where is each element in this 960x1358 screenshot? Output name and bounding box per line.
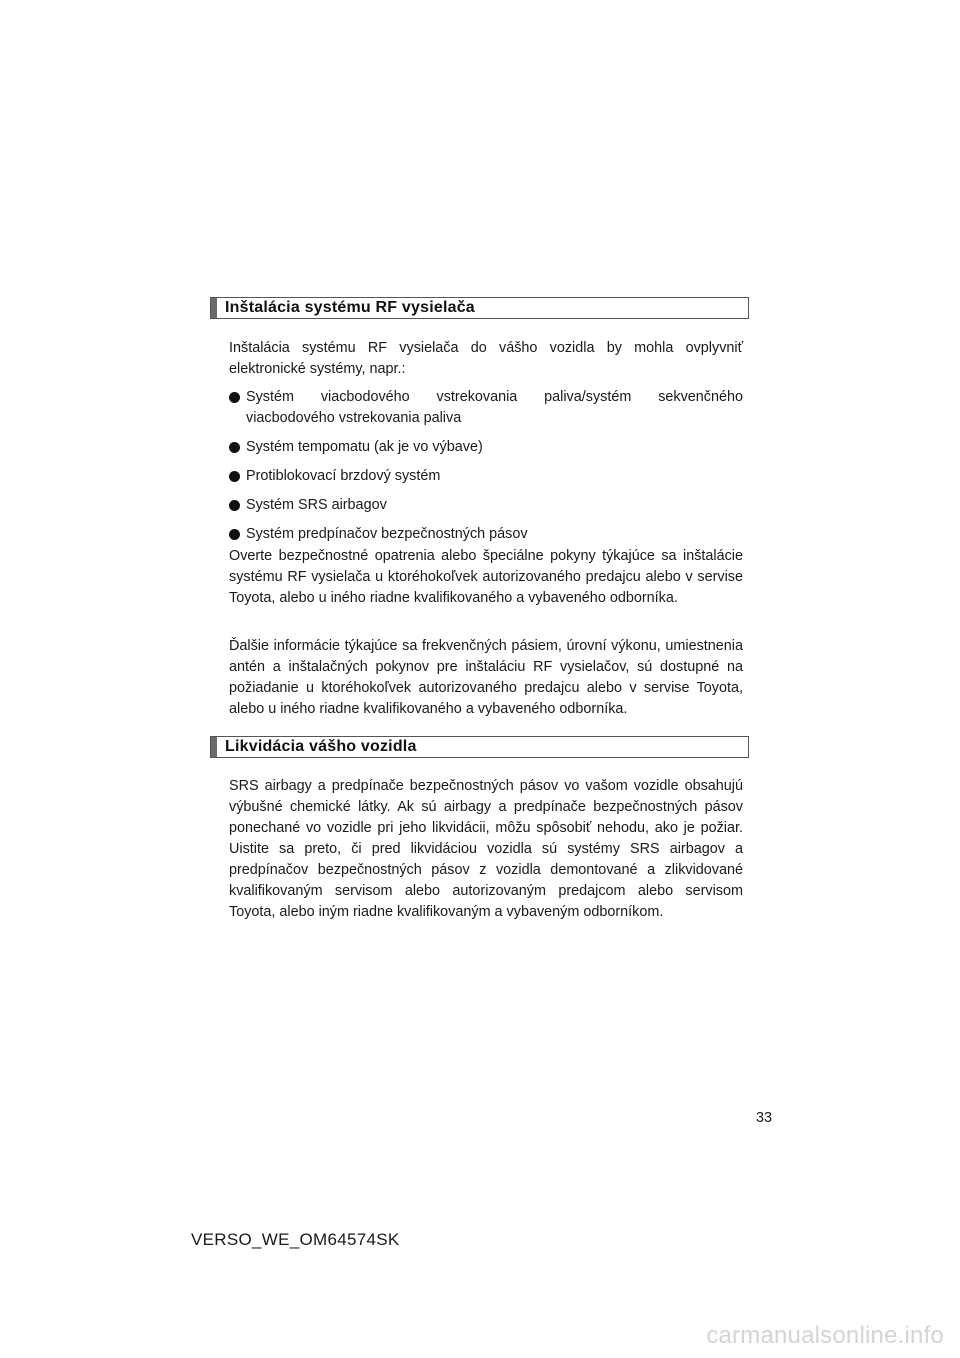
bullet-item [229,437,743,458]
section-header-vehicle-disposal [210,736,749,758]
watermark: carmanualsonline.info [706,1322,944,1349]
paragraph: Inštalácia systému RF vysielača do vášho vozidla by mohla ovplyvniť elektronické systémy, napr.: [229,340,743,377]
bullet-text: Systém SRS airbagov [246,497,387,513]
bullet-text: Systém predpínačov bezpečnostných pásov [246,526,528,542]
bullet-text: Protiblokovací brzdový systém [246,468,441,484]
document-code: VERSO_WE_OM64574SK [191,1230,400,1249]
bullet-list [229,387,743,553]
section-title: Inštalácia systému RF vysielača [225,299,475,316]
bullet-text: Systém viacbodového vstrekovania paliva/systém sekvenčného viacbodového vstrekovania paliva [246,389,743,426]
bullet-dot-icon [229,442,240,453]
bullet-item [229,466,743,487]
section-intro-paragraph [229,338,743,380]
safety-instructions-paragraph [229,546,743,609]
bullet-dot-icon [229,529,240,540]
paragraph: Ďalšie informácie týkajúce sa frekvenčných pásiem, úrovní výkonu, umiestnenia antén a inštalačných pokynov pre inštaláciu RF vysielačov, sú dostupné na požiadanie u ktoréhokoľvek autorizovaného predajcu alebo v servise Toyota, alebo u iného riadne kvalifikovaného a vybaveného odborníka. [229,638,743,717]
bullet-item [229,387,743,429]
bullet-dot-icon [229,392,240,403]
section-title: Likvidácia vášho vozidla [225,738,417,755]
page-number: 33 [756,1110,773,1126]
bullet-item [229,495,743,516]
section-header-rf-transmitter [210,297,749,319]
bullet-text: Systém tempomatu (ak je vo výbave) [246,439,483,455]
bullet-dot-icon [229,500,240,511]
bullet-dot-icon [229,471,240,482]
disposal-paragraph [229,776,743,923]
bullet-item [229,524,743,545]
paragraph: Overte bezpečnostné opatrenia alebo špeciálne pokyny týkajúce sa inštalácie systému RF vysielača u ktoréhokoľvek autorizovaného predajcu alebo v servise Toyota, alebo u iného riadne kvalifikovaného a vybaveného odborníka. [229,548,743,606]
additional-info-paragraph [229,636,743,720]
paragraph: SRS airbagy a predpínače bezpečnostných pásov vo vašom vozidle obsahujú výbušné chemické látky. Ak sú airbagy a predpínače bezpečnostných pásov ponechané vo vozidle pri jeho likvidácii, môžu spôsobiť nehodu, ako je požiar. Uistite sa preto, či pred likvidáciou vozidla sú systémy SRS airbagov a predpínačov bezpečnostných pásov z vozidla demontované a zlikvidované kvalifikovaným servisom alebo autorizovaným predajcom alebo servisom Toyota, alebo iným riadne kvalifikovaným a vybaveným odborníkom. [229,778,743,920]
